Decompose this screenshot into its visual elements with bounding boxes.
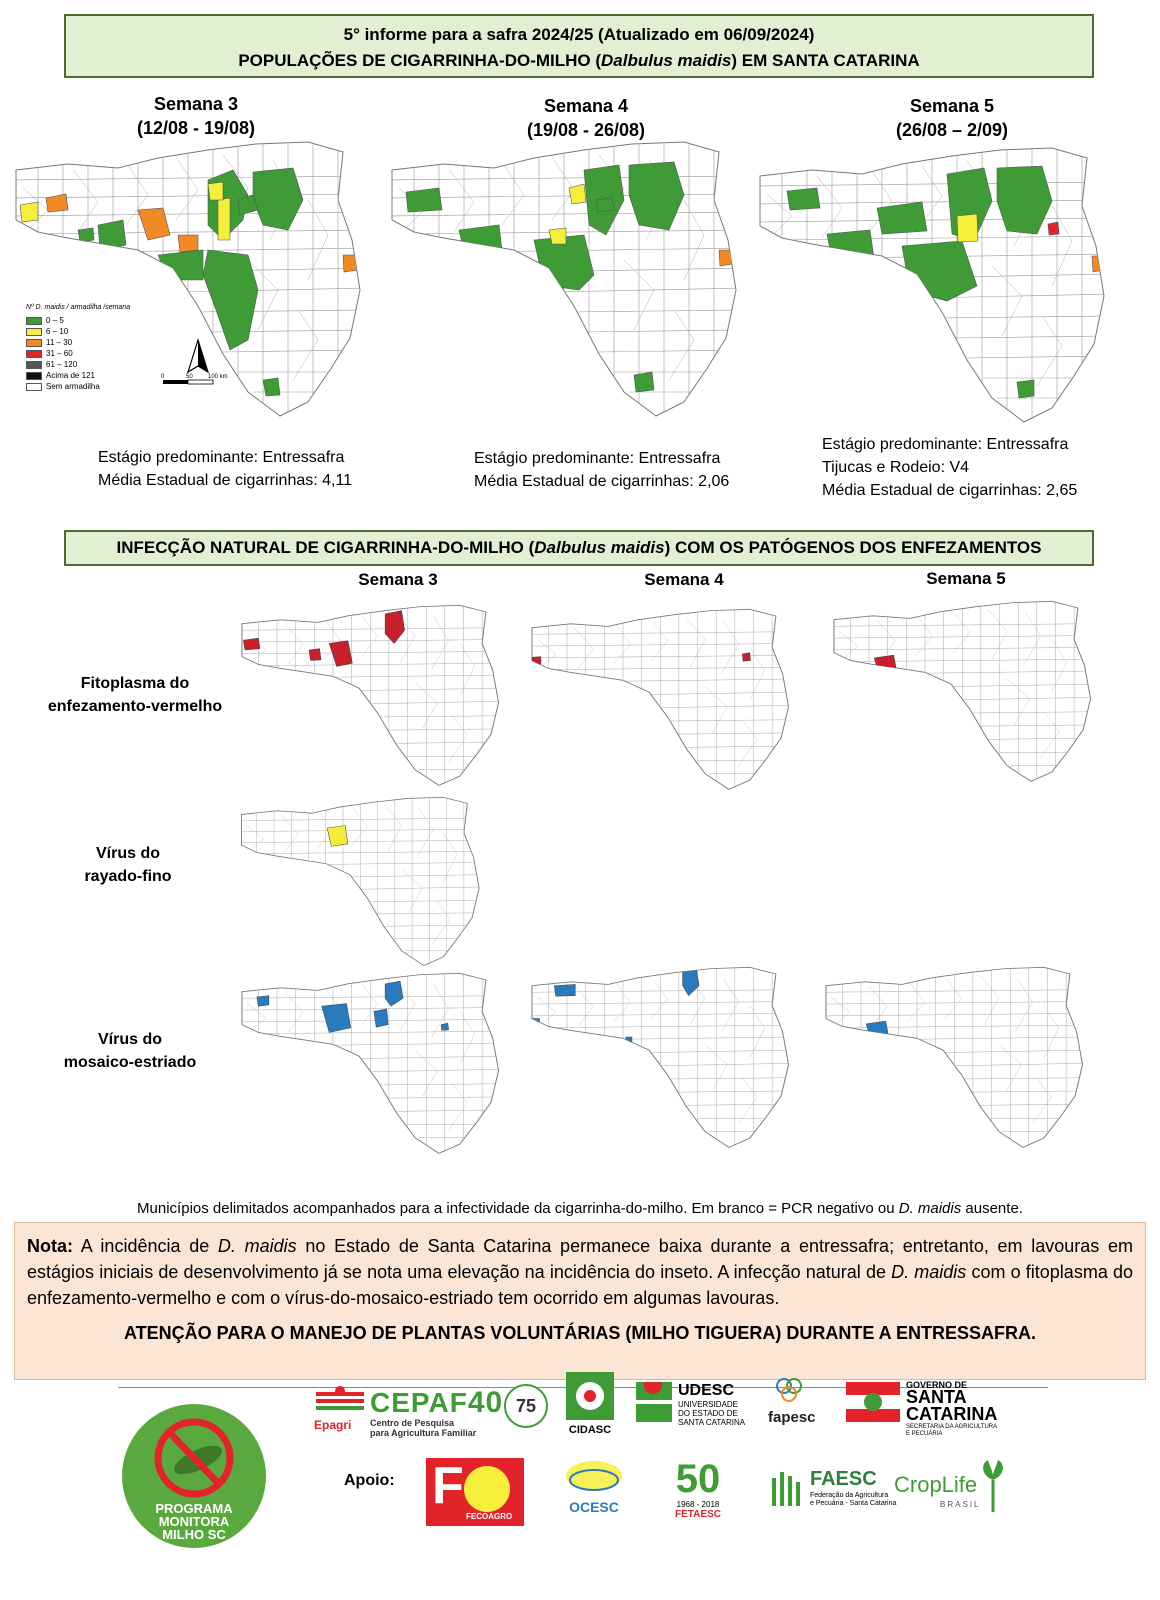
legend-item: 11 – 30 — [26, 337, 130, 348]
note-box — [14, 1222, 1146, 1380]
epagri-cepaf-logo: Epagri CEPAF40 Centro de Pesquisa para Agricultura Familiar — [314, 1386, 504, 1438]
cidasc-logo: CIDASC — [566, 1372, 614, 1442]
fecoagro-logo: F FECOAGRO — [426, 1458, 524, 1526]
week4-stats: Estágio predominante: Entressafra Média Estadual de cigarrinhas: 2,06 — [474, 450, 730, 490]
legend-item: 0 – 5 — [26, 315, 130, 326]
population-map-week4 — [384, 140, 746, 420]
week5-title: Semana 5 (26/08 – 2/09) — [895, 96, 1009, 140]
scale-bar — [161, 374, 228, 384]
legend-item: 6 – 10 — [26, 326, 130, 337]
faesc-wheat-icon — [766, 1468, 806, 1508]
croplife-sprout-icon — [978, 1458, 1008, 1512]
fapesc-icon — [774, 1376, 804, 1404]
program-monitora-logo: PROGRAMA MONITORA MILHO SC — [120, 1402, 268, 1550]
north-arrow-icon — [188, 340, 208, 372]
infection-week3-title: Semana 3 — [358, 570, 438, 589]
infection-banner: INFECÇÃO NATURAL DE CIGARRINHA-DO-MILHO (Dalbulus maidis) COM OS PATÓGENOS DOS ENFEZAMENTOS — [64, 530, 1094, 566]
population-map-week5 — [752, 146, 1114, 426]
row-label-rayado-fino: Vírus do rayado-fino — [84, 845, 172, 885]
faesc-logo: FAESC Federação da Agricultura e Pecuária - Santa Catarina — [766, 1468, 886, 1514]
support-label: Apoio: — [344, 1472, 395, 1489]
infection-week4-title: Semana 4 — [644, 570, 724, 589]
mosaico-map-week3 — [236, 972, 506, 1156]
infection-week5-title: Semana 5 — [926, 569, 1006, 588]
rayado-fino-map-week3 — [236, 796, 486, 968]
ocesc-logo: OCESC — [546, 1458, 642, 1528]
mosaico-map-week5 — [820, 966, 1090, 1150]
week3-title: Semana 3 (12/08 - 19/08) — [136, 94, 256, 138]
row-label-mosaico: Vírus do mosaico-estriado — [63, 1031, 197, 1071]
row-label-phytoplasma: Fitoplasma do enfezamento-vermelho — [47, 675, 223, 715]
week4-title: Semana 4 (19/08 - 26/08) — [526, 96, 646, 140]
note-text: Nota: A incidência de D. maidis no Estado de Santa Catarina permanece baixa durante a entressafra; entretanto, em lavouras em estágios iniciais de desenvolvimento já se nota uma elevação na incidência do inseto. A infecção natural de D. maidis com o fitoplasma do enfezamento-vermelho e com o vírus-do-mosaico-estriado tem ocorrido em algumas lavouras. — [27, 1236, 1134, 1308]
governo-sc-logo: GOVERNO DE SANTA CATARINA SECRETARIA DA AGRICULTURA E PECUÁRIA — [846, 1380, 1016, 1436]
phytoplasma-map-week4 — [526, 608, 796, 792]
fetaesc-logo: 50 1968 - 2018 FETAESC — [675, 1457, 721, 1520]
udesc-logo: UDESC UNIVERSIDADE DO ESTADO DE SANTA CATARINA — [636, 1382, 756, 1428]
header-line2: POPULAÇÕES DE CIGARRINHA-DO-MILHO (Dalbulus maidis) EM SANTA CATARINA — [238, 51, 920, 70]
mosaico-map-week4 — [526, 966, 796, 1150]
epagri-icon — [312, 1386, 368, 1416]
svg-text:50: 50 — [186, 374, 193, 380]
ocesc-icon — [564, 1458, 624, 1494]
infection-caption: Municípios delimitados acompanhados para a infectividade da cigarrinha-do-milho. Em branco = PCR negativo ou D. maidis ausente. — [137, 1200, 1023, 1217]
sc-flag-icon — [846, 1382, 900, 1422]
phytoplasma-map-week3 — [236, 604, 506, 788]
phytoplasma-map-week5 — [828, 600, 1098, 784]
legend-item: Acima de 121 — [26, 370, 130, 381]
attention-text: ATENÇÃO PARA O MANEJO DE PLANTAS VOLUNTÁRIAS (MILHO TIGUERA) DURANTE A ENTRESSAFRA. — [124, 1323, 1036, 1343]
croplife-logo: CropLife BRASIL — [894, 1458, 1010, 1520]
week3-stats: Estágio predominante: Entressafra Média Estadual de cigarrinhas: 4,11 — [98, 449, 353, 489]
week5-stats: Estágio predominante: Entressafra Tijucas e Rodeio: V4 Média Estadual de cigarrinhas: 2,65 — [822, 436, 1078, 499]
seal-75-logo: 75 — [504, 1384, 548, 1428]
header-banner — [64, 14, 1094, 78]
legend-item: Sem armadilha — [26, 381, 130, 392]
svg-text:0: 0 — [161, 374, 165, 380]
fapesc-logo: fapesc — [768, 1376, 832, 1442]
header-line1: 5° informe para a safra 2024/25 (Atualizado em 06/09/2024) — [343, 25, 815, 44]
legend-title: Nº D. maidis / armadilha /semana — [26, 304, 131, 311]
svg-text:100 km: 100 km — [208, 374, 228, 380]
legend-item: 31 – 60 — [26, 348, 130, 359]
population-legend — [26, 302, 130, 392]
legend-item: 61 – 120 — [26, 359, 130, 370]
